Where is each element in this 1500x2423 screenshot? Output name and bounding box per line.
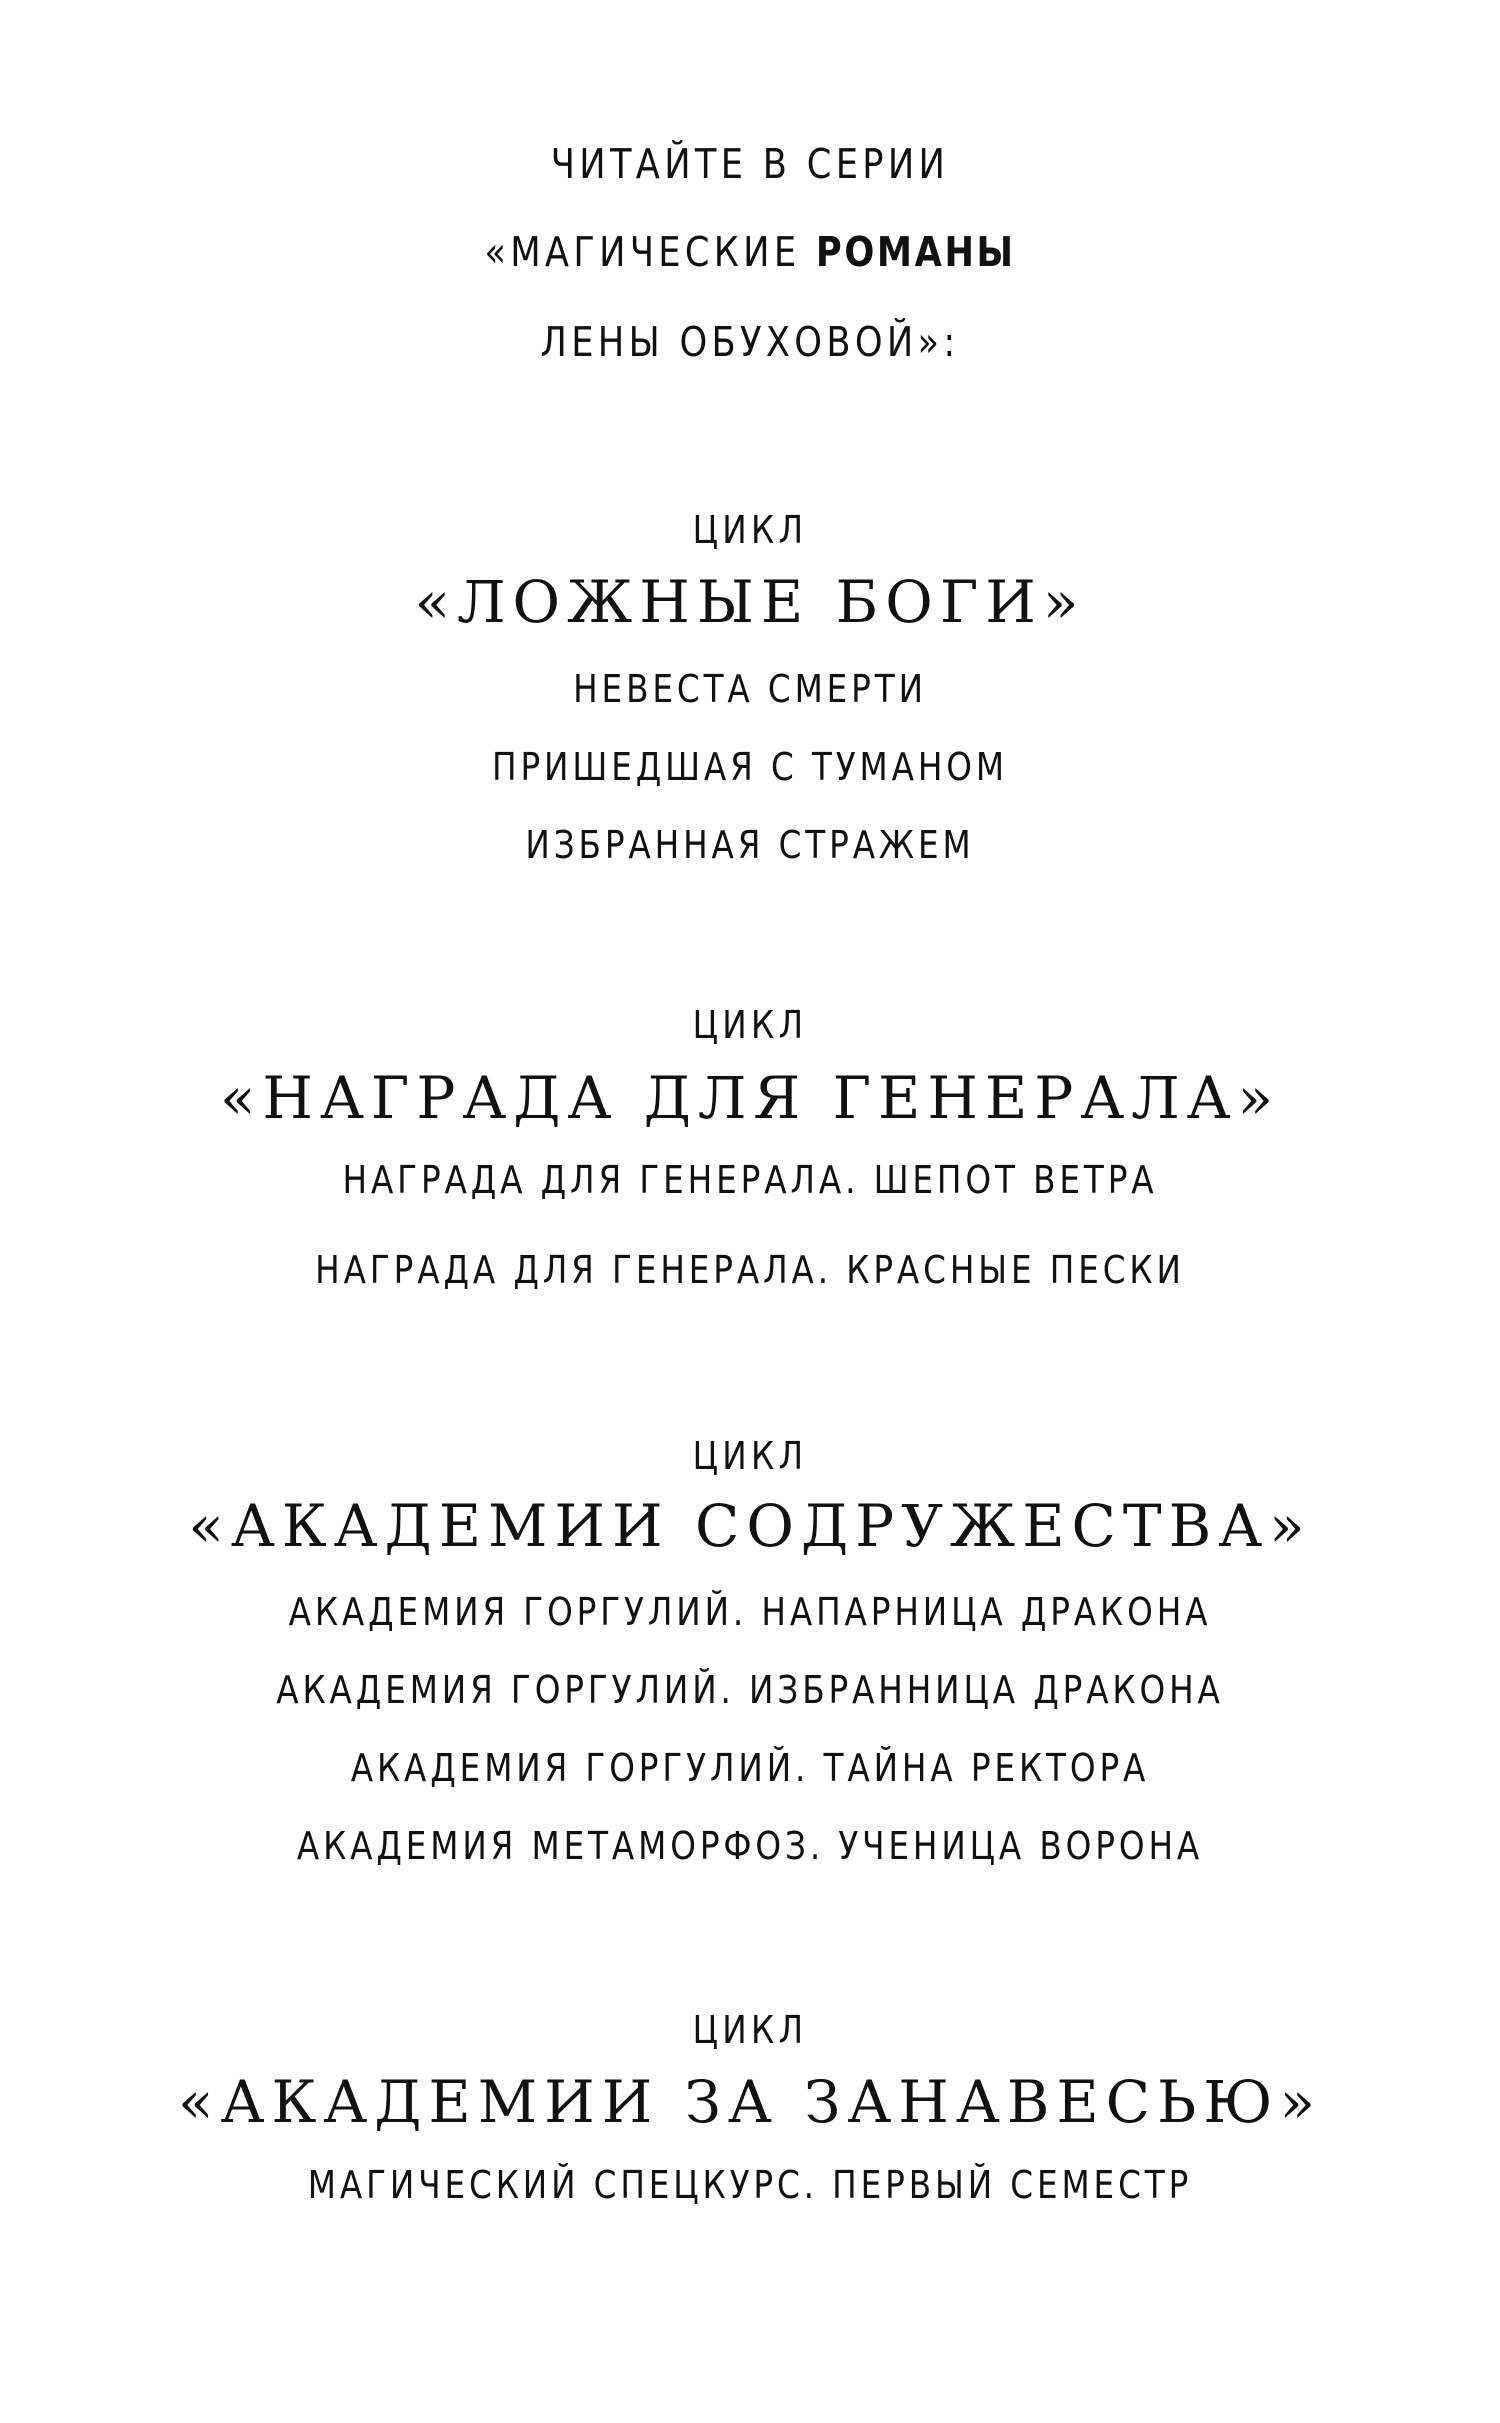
cycle-title: «ЛОЖНЫЕ БОГИ»: [414, 568, 1086, 636]
book-title: АКАДЕМИЯ ГОРГУЛИЙ. ТАЙНА РЕКТОРА: [350, 1746, 1150, 1790]
cycle-label: ЦИКЛ: [692, 508, 808, 552]
book-title: МАГИЧЕСКИЙ СПЕЦКУРС. ПЕРВЫЙ СЕМЕСТР: [307, 2163, 1193, 2207]
cycle-label: ЦИКЛ: [692, 1003, 808, 1047]
book-title: НЕВЕСТА СМЕРТИ: [573, 667, 927, 711]
series-heading-prefix: «МАГИЧЕСКИЕ: [484, 228, 801, 276]
book-title: ИЗБРАННАЯ СТРАЖЕМ: [525, 823, 975, 867]
book-title: НАГРАДА ДЛЯ ГЕНЕРАЛА. КРАСНЫЕ ПЕСКИ: [315, 1248, 1185, 1292]
cycle-title: «АКАДЕМИИ СОДРУЖЕСТВА»: [188, 1492, 1312, 1560]
book-title: АКАДЕМИЯ ГОРГУЛИЙ. НАПАРНИЦА ДРАКОНА: [288, 1590, 1212, 1634]
book-title: ПРИШЕДШАЯ С ТУМАНОМ: [492, 745, 1008, 789]
series-heading-bold: РОМАНЫ: [815, 228, 1016, 276]
series-heading-line-3: ЛЕНЫ ОБУХОВОЙ»:: [540, 318, 960, 366]
cycle-title: «НАГРАДА ДЛЯ ГЕНЕРАЛА»: [219, 1064, 1281, 1132]
series-heading-line-1: ЧИТАЙТЕ В СЕРИИ: [550, 140, 950, 188]
book-title: АКАДЕМИЯ ГОРГУЛИЙ. ИЗБРАННИЦА ДРАКОНА: [276, 1668, 1224, 1712]
book-title: НАГРАДА ДЛЯ ГЕНЕРАЛА. ШЕПОТ ВЕТРА: [342, 1158, 1158, 1202]
series-heading-line-2: [105, 228, 1395, 276]
cycle-title: «АКАДЕМИИ ЗА ЗАНАВЕСЬЮ»: [178, 2068, 1322, 2136]
cycle-label: ЦИКЛ: [692, 2008, 808, 2052]
cycle-label: ЦИКЛ: [692, 1434, 808, 1478]
book-title: АКАДЕМИЯ МЕТАМОРФОЗ. УЧЕНИЦА ВОРОНА: [296, 1824, 1204, 1868]
